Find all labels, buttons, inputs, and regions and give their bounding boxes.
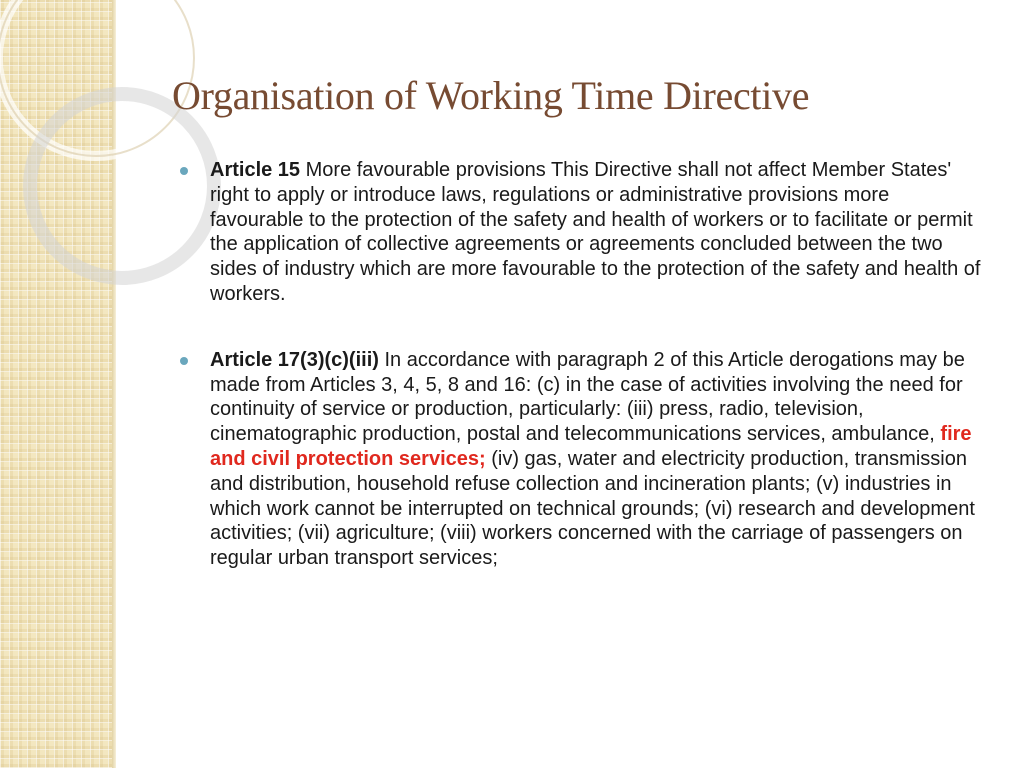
side-panel-divider xyxy=(112,0,116,768)
bullet-dot-icon xyxy=(180,167,188,175)
slide-title: Organisation of Working Time Directive xyxy=(172,73,810,118)
article-15-heading: Article 15 xyxy=(210,159,301,181)
decorative-side-panel xyxy=(0,0,112,768)
bullet-dot-icon xyxy=(180,357,188,365)
article-17-text-before: In accordance with paragraph 2 of this Article derogations may be made from Articles 3, 4, 5, 8 and 16: (c) in the case of activities involving the need for continuity of service or production, particularly: (iii) press, radio, television, cinematographic production, postal and telecommunications services, ambulance, xyxy=(210,348,965,446)
bullet-article-15 xyxy=(176,158,984,307)
article-17-highlight: fire and civil protection services; xyxy=(210,423,972,470)
article-15-text: More favourable provisions This Directive shall not affect Member States' right to apply or introduce laws, regulations or administrative provisions more favourable to the protection of the safety and health of workers or to facilitate or permit the application of collective agreements or agreements concluded between the two sides of industry which are more favourable to the protection of the safety and health of workers. xyxy=(210,159,981,305)
article-17-text-after: (iv) gas, water and electricity production, transmission and distribution, household refuse collection and incineration plants; (v) industries in which work cannot be interrupted on technical grounds; (vi) research and development activities; (vii) agriculture; (viii) workers concerned with the carriage of passengers on regular urban transport services; xyxy=(210,447,975,570)
bullet-article-17 xyxy=(176,348,984,571)
article-17-heading: Article 17(3)(c)(iii) xyxy=(210,348,379,371)
slide-content xyxy=(176,158,984,571)
